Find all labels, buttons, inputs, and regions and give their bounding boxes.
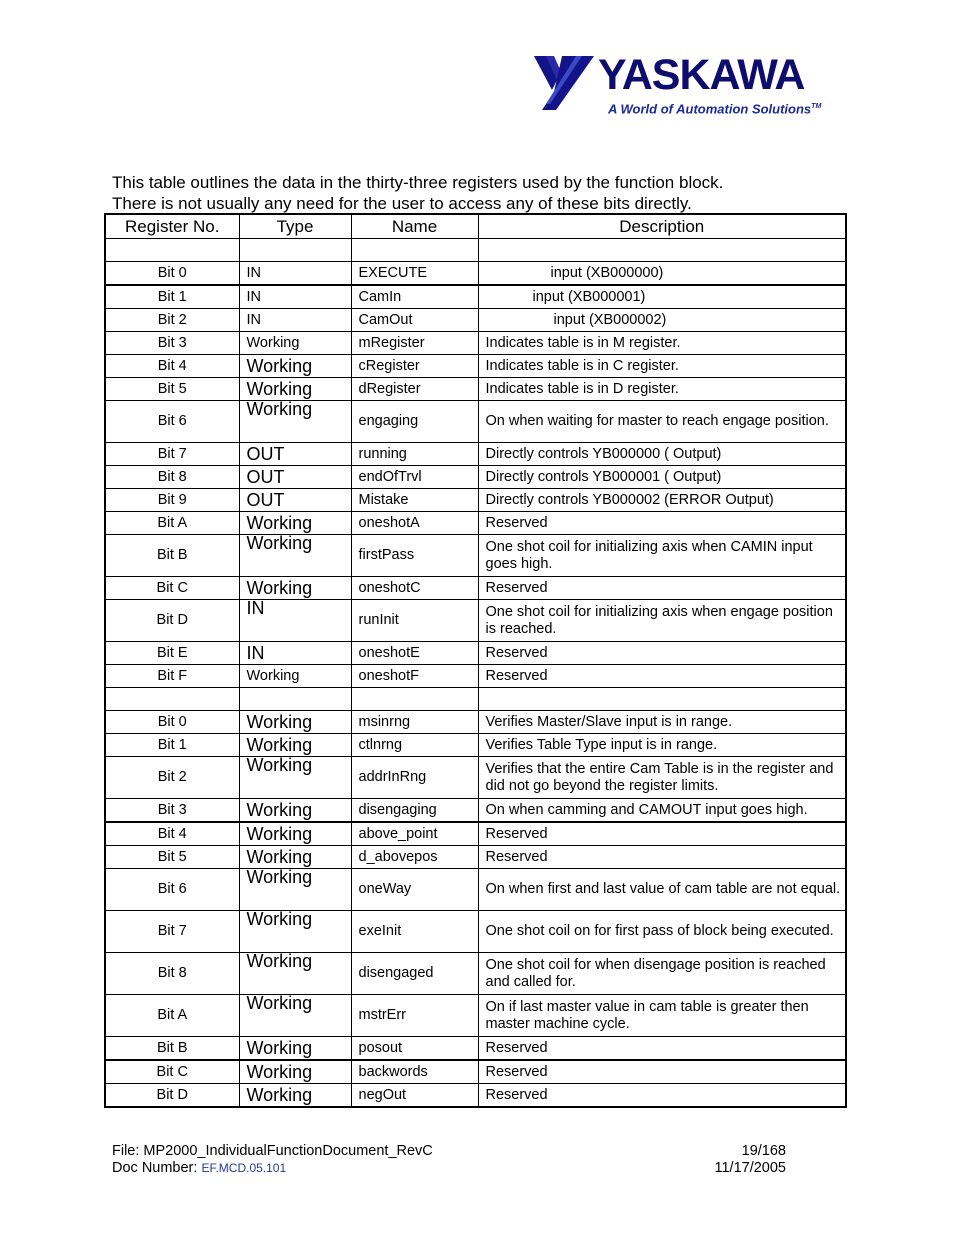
table-row [105,822,846,846]
cell-type: Working [239,757,351,799]
cell-description: input (XB000002) [478,309,846,332]
cell-type: Working [239,1060,351,1084]
cell-register-no: Bit C [105,577,239,600]
table-row [105,600,846,642]
cell-name: endOfTrvl [351,466,478,489]
table-header-row [105,214,846,239]
header-name: Name [351,214,478,239]
cell-name: addrInRng [351,757,478,799]
register-table-body [105,239,846,1108]
cell-register-no: Bit F [105,665,239,688]
cell-name: Mistake [351,489,478,512]
cell-type: Working [239,869,351,911]
cell-name: mstrErr [351,995,478,1037]
cell-name: oneshotF [351,665,478,688]
cell-name: mRegister [351,332,478,355]
cell-register-no: Bit 0 [105,262,239,286]
cell-description: One shot coil for initializing axis when CAMIN input goes high. [478,535,846,577]
cell-name: firstPass [351,535,478,577]
cell-type: Working [239,711,351,734]
cell-type: Working [239,799,351,823]
cell-register-no: Bit 7 [105,911,239,953]
cell-register-no: Bit B [105,1037,239,1061]
cell-register-no: Bit D [105,600,239,642]
table-row [105,577,846,600]
table-row [105,535,846,577]
table-row [105,512,846,535]
cell-type: Working [239,995,351,1037]
cell-register-no: Bit 5 [105,378,239,401]
cell-register-no: Bit 8 [105,953,239,995]
cell-name: CamIn [351,285,478,309]
cell-type: Working [239,1084,351,1108]
table-row [105,489,846,512]
cell-description [478,688,846,711]
table-row [105,869,846,911]
table-row [105,799,846,823]
footer-doc-number: Doc Number: EF.MCD.05.101 [112,1160,287,1176]
cell-type: Working [239,822,351,846]
table-row [105,711,846,734]
cell-name: engaging [351,401,478,443]
table-row [105,665,846,688]
yaskawa-logo-mark-icon [532,52,596,112]
cell-register-no [105,239,239,262]
cell-name: oneshotE [351,642,478,665]
cell-type: IN [239,600,351,642]
cell-description: Indicates table is in C register. [478,355,846,378]
cell-name: negOut [351,1084,478,1108]
intro-line-2: There is not usually any need for the user to access any of these bits directly. [112,194,692,213]
cell-register-no: Bit D [105,1084,239,1108]
page-footer [112,1143,786,1177]
cell-description: Directly controls YB000000 ( Output) [478,443,846,466]
cell-description: On when first and last value of cam table are not equal. [478,869,846,911]
table-row [105,1037,846,1061]
intro-line-1: This table outlines the data in the thirty-three registers used by the function block. [112,173,724,192]
cell-type: OUT [239,443,351,466]
cell-name: oneshotC [351,577,478,600]
cell-register-no: Bit 2 [105,309,239,332]
cell-name: CamOut [351,309,478,332]
cell-register-no: Bit 1 [105,734,239,757]
intro-text [112,172,723,214]
table-row [105,443,846,466]
cell-register-no: Bit C [105,1060,239,1084]
cell-name: disengaging [351,799,478,823]
cell-name: above_point [351,822,478,846]
cell-name: msinrng [351,711,478,734]
cell-register-no: Bit 3 [105,799,239,823]
cell-description: Reserved [478,822,846,846]
cell-type: Working [239,512,351,535]
cell-type: Working [239,911,351,953]
cell-description: Reserved [478,1037,846,1061]
cell-register-no: Bit A [105,512,239,535]
cell-description: Reserved [478,512,846,535]
cell-type [239,239,351,262]
cell-register-no: Bit 4 [105,822,239,846]
cell-register-no: Bit 5 [105,846,239,869]
cell-register-no: Bit B [105,535,239,577]
cell-register-no: Bit 0 [105,711,239,734]
table-row [105,1060,846,1084]
table-row [105,285,846,309]
cell-description: Verifies that the entire Cam Table is in the register and did not go beyond the register limits. [478,757,846,799]
cell-description: On when waiting for master to reach engage position. [478,401,846,443]
table-row [105,332,846,355]
cell-description: On when camming and CAMOUT input goes high. [478,799,846,823]
cell-register-no: Bit 3 [105,332,239,355]
cell-description: One shot coil for initializing axis when engage position is reached. [478,600,846,642]
cell-name: running [351,443,478,466]
cell-description: One shot coil for when disengage position is reached and called for. [478,953,846,995]
cell-description: Indicates table is in M register. [478,332,846,355]
table-row [105,309,846,332]
table-row [105,401,846,443]
table-row [105,846,846,869]
cell-register-no: Bit 6 [105,869,239,911]
table-row [105,1084,846,1108]
table-row [105,953,846,995]
cell-description: input (XB000000) [478,262,846,286]
cell-description: On if last master value in cam table is greater then master machine cycle. [478,995,846,1037]
cell-type: IN [239,285,351,309]
cell-type: Working [239,846,351,869]
cell-name [351,239,478,262]
cell-type: Working [239,1037,351,1061]
cell-name: runInit [351,600,478,642]
cell-description: input (XB000001) [478,285,846,309]
table-row [105,262,846,286]
cell-register-no: Bit 1 [105,285,239,309]
cell-name: exeInit [351,911,478,953]
cell-name: d_abovepos [351,846,478,869]
cell-description: Reserved [478,846,846,869]
cell-type: Working [239,535,351,577]
header-description: Description [478,214,846,239]
cell-type: Working [239,332,351,355]
cell-type: Working [239,665,351,688]
cell-type: Working [239,401,351,443]
brand-name: YASKAWA [598,51,805,99]
cell-type: Working [239,734,351,757]
cell-register-no [105,688,239,711]
table-row [105,466,846,489]
cell-name: oneshotA [351,512,478,535]
table-row [105,355,846,378]
cell-register-no: Bit 7 [105,443,239,466]
cell-type: Working [239,953,351,995]
cell-description: Reserved [478,665,846,688]
table-row [105,995,846,1037]
cell-description: One shot coil on for first pass of block being executed. [478,911,846,953]
cell-name: cRegister [351,355,478,378]
cell-name [351,688,478,711]
table-row [105,911,846,953]
cell-description: Directly controls YB000002 (ERROR Output) [478,489,846,512]
table-row [105,378,846,401]
cell-type: Working [239,577,351,600]
brand-tagline: A World of Automation Solutions™ [608,101,822,117]
cell-register-no: Bit 6 [105,401,239,443]
cell-name: backwords [351,1060,478,1084]
footer-file: File: MP2000_IndividualFunctionDocument_RevC [112,1143,433,1159]
cell-name: ctlnrng [351,734,478,757]
cell-type: IN [239,262,351,286]
cell-description: Directly controls YB000001 ( Output) [478,466,846,489]
table-section-row [105,239,846,262]
cell-description: Indicates table is in D register. [478,378,846,401]
yaskawa-logo [532,52,822,118]
cell-register-no: Bit 2 [105,757,239,799]
cell-type: IN [239,309,351,332]
cell-name: EXECUTE [351,262,478,286]
cell-register-no: Bit 8 [105,466,239,489]
cell-register-no: Bit 4 [105,355,239,378]
cell-type: Working [239,378,351,401]
cell-register-no: Bit A [105,995,239,1037]
cell-type [239,688,351,711]
cell-description: Reserved [478,1084,846,1108]
cell-type: OUT [239,466,351,489]
cell-register-no: Bit 9 [105,489,239,512]
cell-name: disengaged [351,953,478,995]
cell-description [478,239,846,262]
footer-page-number: 19/168 [741,1143,786,1159]
table-section-row [105,688,846,711]
cell-name: oneWay [351,869,478,911]
cell-type: IN [239,642,351,665]
table-row [105,734,846,757]
footer-date: 11/17/2005 [714,1160,786,1176]
header-register-no: Register No. [105,214,239,239]
cell-description: Reserved [478,642,846,665]
cell-description: Verifies Master/Slave input is in range. [478,711,846,734]
cell-description: Reserved [478,577,846,600]
table-row [105,757,846,799]
cell-type: Working [239,355,351,378]
cell-name: posout [351,1037,478,1061]
cell-type: OUT [239,489,351,512]
cell-description: Reserved [478,1060,846,1084]
cell-register-no: Bit E [105,642,239,665]
cell-description: Verifies Table Type input is in range. [478,734,846,757]
table-row [105,642,846,665]
cell-name: dRegister [351,378,478,401]
header-type: Type [239,214,351,239]
register-table [104,213,847,1108]
